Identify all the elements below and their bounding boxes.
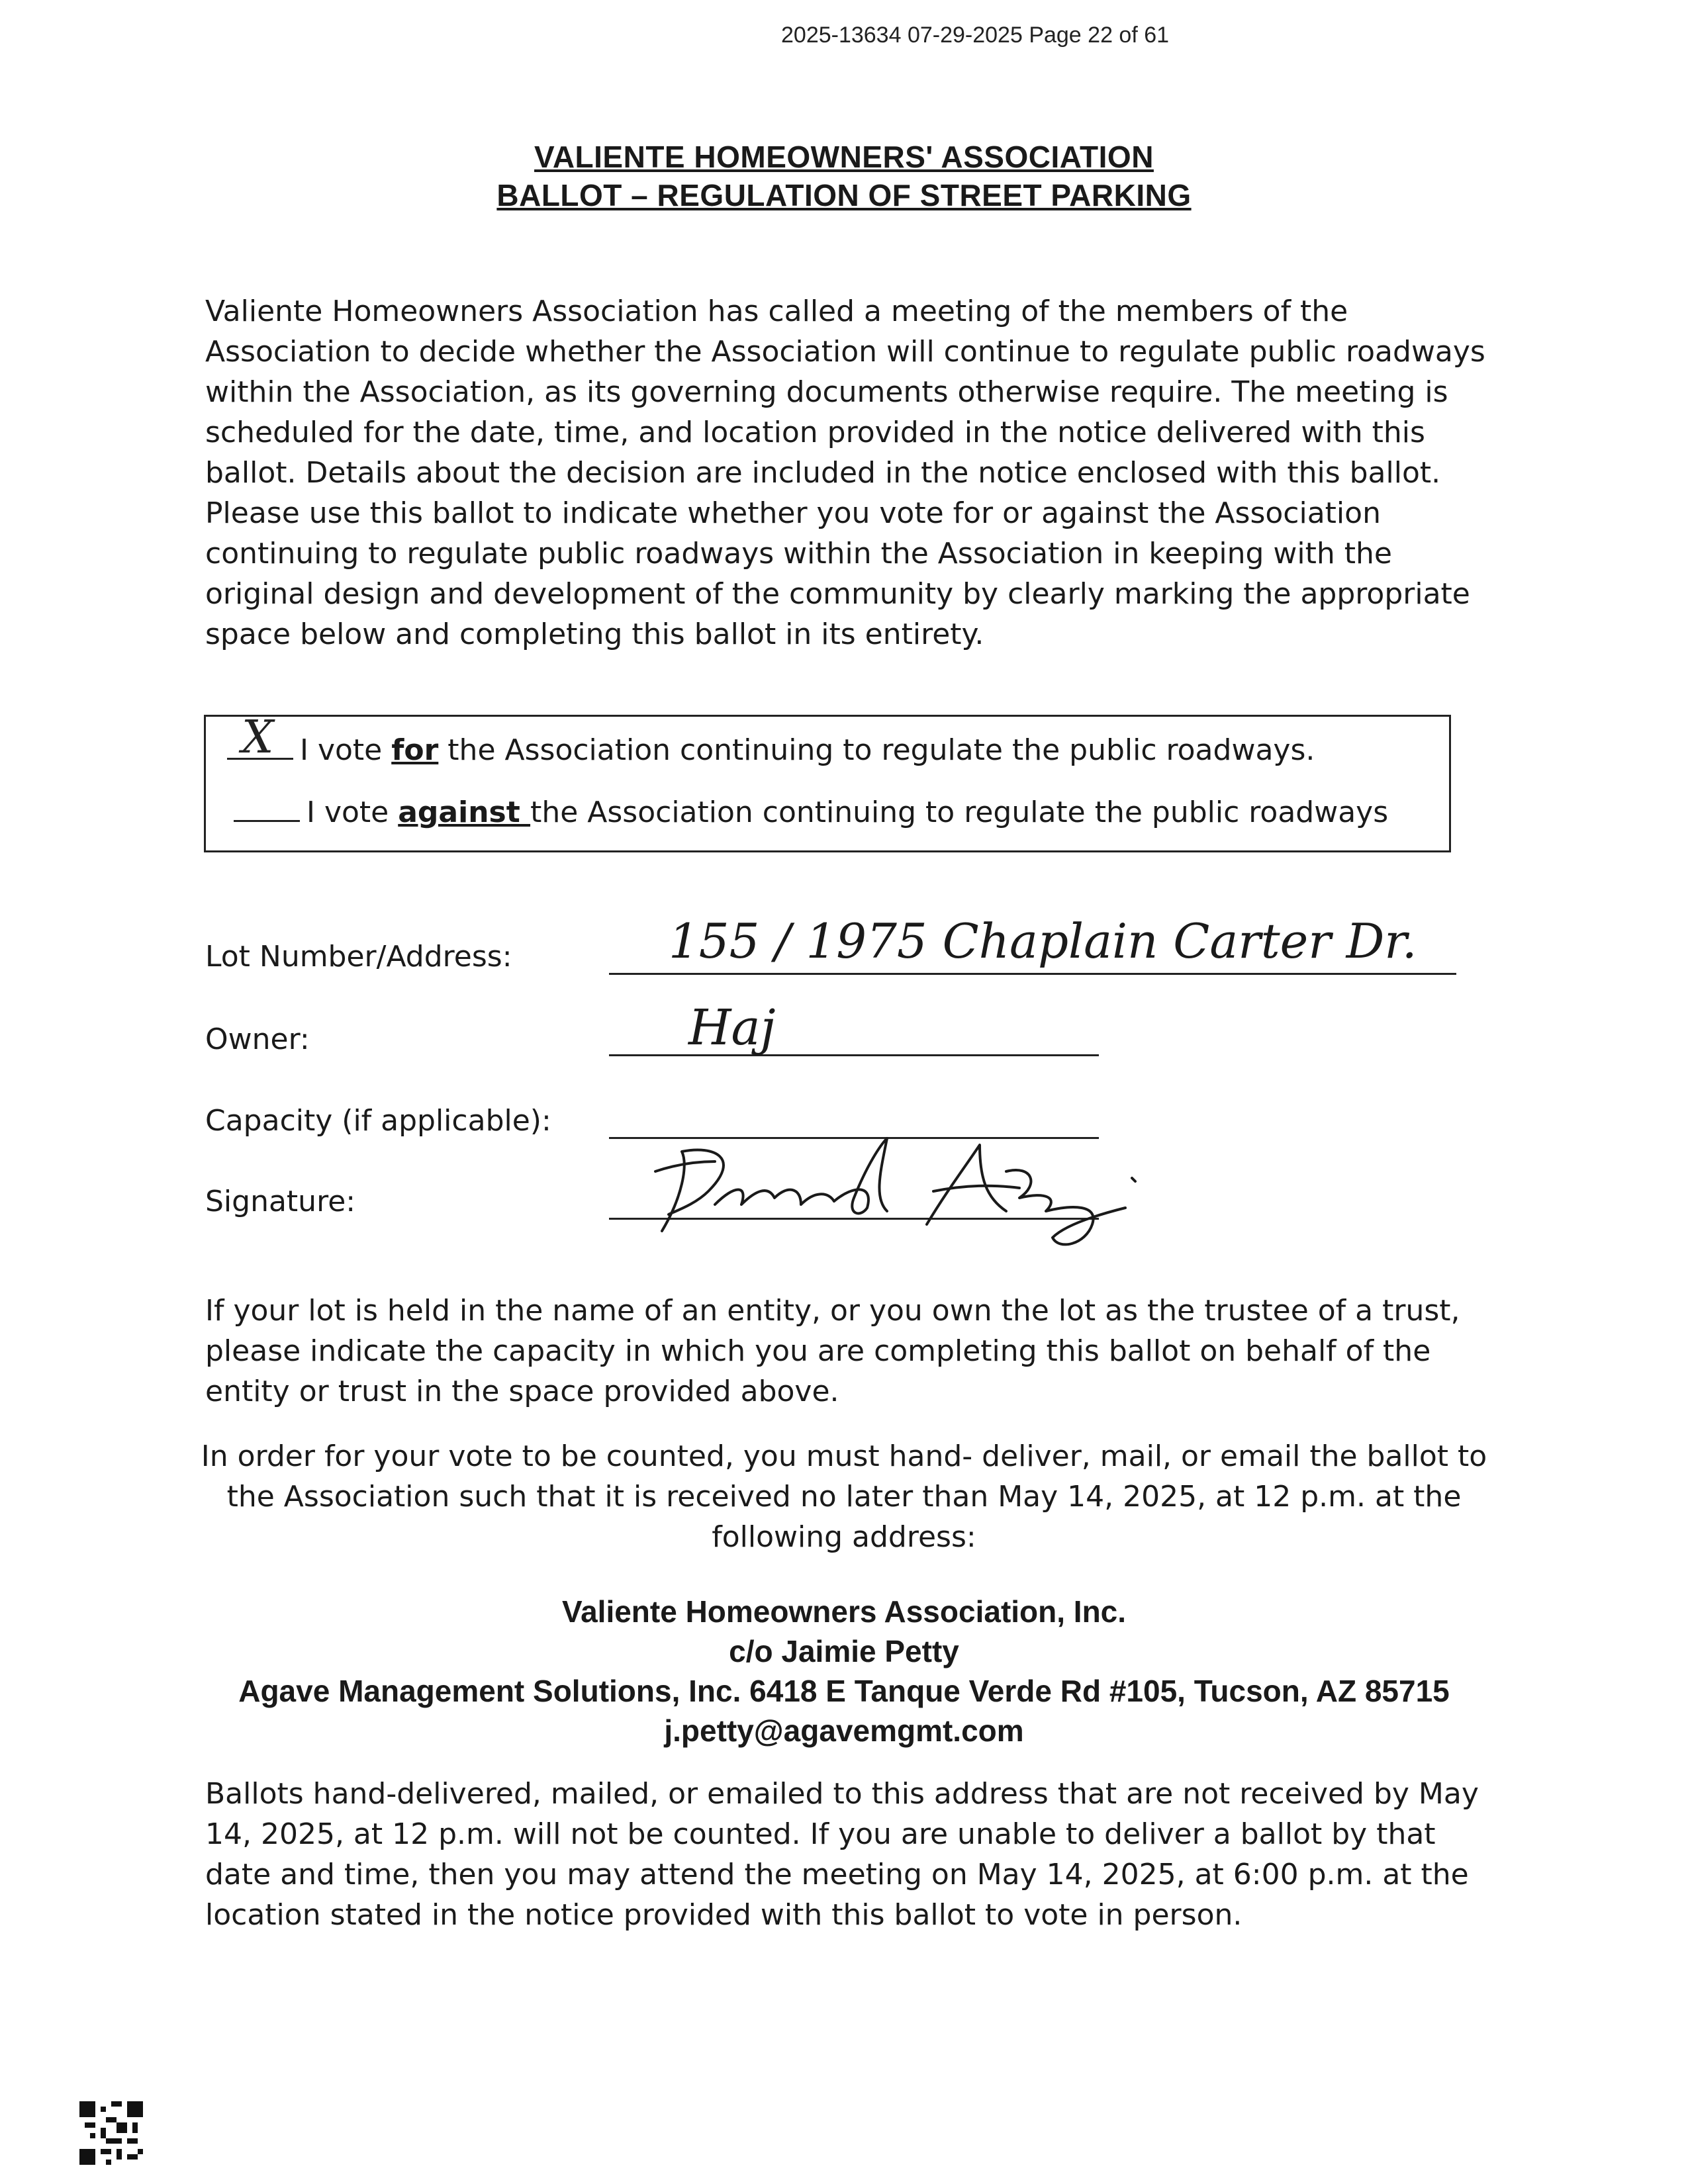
lot-address-line: [609, 973, 1456, 975]
owner-value[interactable]: Haj: [688, 999, 776, 1056]
intro-paragraph: Valiente Homeowners Association has called a meeting of the members of the Association to decide whether the Association will continue to regulate public roadways within the Association, as its governing documents otherwise require. The meeting is scheduled for the date, time, and location provided in the notice delivered with this ballot. Details about the decision are included in the notice enclosed with this ballot. Please use this ballot to indicate whether you vote for or against the Association continuing to regulate public roadways within the Association in keeping with the original design and development of the community by clearly marking the appropriate space below and completing this ballot in its entirety.: [205, 295, 1485, 651]
page-stamp: 2025-13634 07-29-2025 Page 22 of 61: [781, 23, 1170, 48]
contact-email[interactable]: j.petty@agavemgmt.com: [664, 1713, 1024, 1748]
signature-image: [635, 1099, 1218, 1257]
care-of-contact: c/o Jaimie Petty: [729, 1634, 959, 1668]
capacity-label: Capacity (if applicable):: [205, 1104, 551, 1138]
entity-capacity-note: If your lot is held in the name of an entity, or you own the lot as the trustee of a trust, please indicate the capacity in which you are completing this ballot on behalf of the entity or trust in the space provided above.: [205, 1294, 1460, 1408]
vote-against-suffix: the Association continuing to regulate the public roadways: [530, 796, 1389, 829]
vote-for-mark: X: [242, 711, 274, 764]
qr-code-icon: [79, 2101, 143, 2165]
vote-for-keyword: for: [391, 733, 439, 767]
signature-label: Signature:: [205, 1185, 356, 1218]
lot-address-label: Lot Number/Address:: [205, 940, 512, 974]
closing-paragraph: Ballots hand-delivered, mailed, or emailed to this address that are not received by May 14, 2025, at 12 p.m. will not be counted. If you are unable to deliver a ballot by that date and time, then you may attend the meeting on May 14, 2025, at 6:00 p.m. at the location stated in the notice provided with this ballot to vote in person.: [205, 1777, 1479, 1932]
vote-for-checkbox[interactable]: [227, 711, 293, 764]
owner-label: Owner:: [205, 1023, 310, 1056]
vote-against-keyword: against: [398, 796, 531, 829]
vote-against-option[interactable]: [234, 794, 1388, 829]
association-name: Valiente Homeowners Association, Inc.: [561, 1594, 1127, 1629]
owner-line: [609, 1054, 1099, 1056]
document-title: VALIENTE HOMEOWNERS' ASSOCIATION: [534, 140, 1154, 174]
vote-for-option[interactable]: [227, 711, 1315, 767]
delivery-line-2: the Association such that it is received no later than May 14, 2025, at 12 p.m. at the: [226, 1480, 1462, 1514]
vote-against-prefix: I vote: [306, 796, 399, 829]
management-address: Agave Management Solutions, Inc. 6418 E Tanque Verde Rd #105, Tucson, AZ 85715: [238, 1674, 1450, 1708]
vote-for-prefix: I vote: [300, 733, 392, 767]
vote-options-box: [204, 711, 1451, 852]
delivery-line-3: following address:: [712, 1520, 976, 1554]
lot-address-value[interactable]: 155 / 1975 Chaplain Carter Dr.: [669, 913, 1417, 969]
vote-for-suffix: the Association continuing to regulate the public roadways.: [438, 733, 1315, 767]
vote-against-checkbox[interactable]: [234, 794, 300, 822]
document-subtitle: BALLOT – REGULATION OF STREET PARKING: [496, 178, 1192, 212]
delivery-instructions: [199, 1436, 1489, 1557]
delivery-line-1: In order for your vote to be counted, you must hand- deliver, mail, or email the ballot to: [201, 1439, 1487, 1473]
